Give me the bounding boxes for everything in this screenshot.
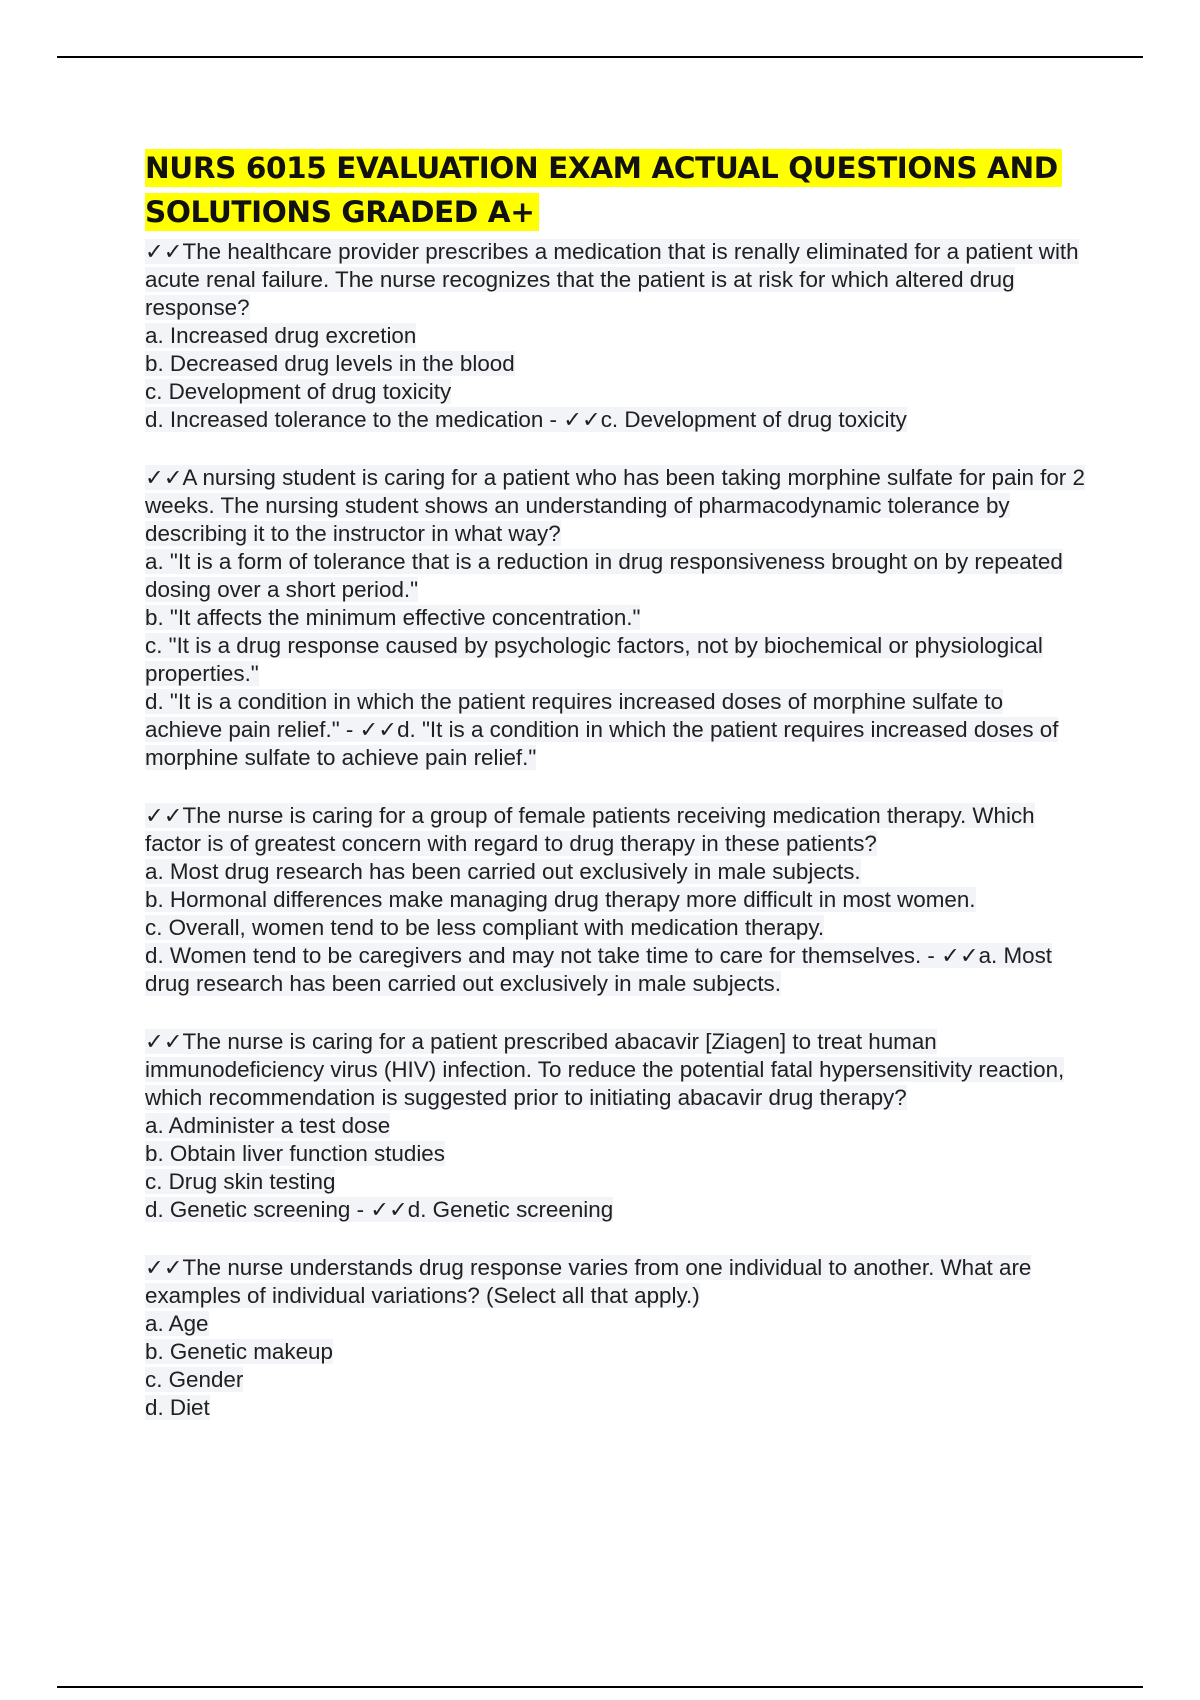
- question-stem: [145, 238, 1085, 322]
- answer-option: [145, 1168, 1085, 1196]
- document-title: [145, 146, 1085, 234]
- answer-option-text: c. "It is a drug response caused by psychologic factors, not by biochemical or physiological properties.": [145, 633, 1043, 686]
- answer-option: [145, 350, 1085, 378]
- answer-option: [145, 886, 1085, 914]
- answer-option-with-solution: [145, 688, 1085, 772]
- document-body: [145, 146, 1085, 1422]
- answer-option-text: b. Obtain liver function studies: [145, 1141, 445, 1166]
- answer-option-text: a. Age: [145, 1311, 209, 1336]
- answer-option-text: b. Genetic makeup: [145, 1339, 333, 1364]
- question-stem-text: ✓✓The nurse is caring for a patient prescribed abacavir [Ziagen] to treat human immunodeficiency virus (HIV) infection. To reduce the potential fatal hypersensitivity reaction, which recommendation is suggested prior to initiating abacavir drug therapy?: [145, 1029, 1065, 1110]
- answer-option-text: d. Diet: [145, 1395, 210, 1420]
- question-stem: [145, 802, 1085, 858]
- answer-option-text: b. Hormonal differences make managing drug therapy more difficult in most women.: [145, 887, 976, 912]
- question-stem: [145, 1254, 1085, 1310]
- answer-option-text: b. Decreased drug levels in the blood: [145, 351, 515, 376]
- question-stem-text: ✓✓The healthcare provider prescribes a medication that is renally eliminated for a patient with acute renal failure. The nurse recognizes that the patient is at risk for which altered drug response?: [145, 239, 1079, 320]
- answer-option-text: d. Increased tolerance to the medication - ✓✓c. Development of drug toxicity: [145, 407, 907, 432]
- answer-option-with-solution: [145, 1196, 1085, 1224]
- answer-option: [145, 1112, 1085, 1140]
- answer-option-text: c. Overall, women tend to be less compliant with medication therapy.: [145, 915, 825, 940]
- answer-option: [145, 1394, 1085, 1422]
- question-4: [145, 1028, 1085, 1224]
- answer-option-text: d. Women tend to be caregivers and may not take time to care for themselves. - ✓✓a. Most drug research has been carried out exclusively in male subjects.: [145, 943, 1053, 996]
- question-2: [145, 464, 1085, 772]
- answer-option: [145, 322, 1085, 350]
- answer-option: [145, 858, 1085, 886]
- answer-option-text: a. Increased drug excretion: [145, 323, 417, 348]
- document-title-text: NURS 6015 EVALUATION EXAM ACTUAL QUESTIONS AND SOLUTIONS GRADED A+: [145, 149, 1062, 231]
- question-stem-text: ✓✓The nurse is caring for a group of female patients receiving medication therapy. Which factor is of greatest concern with regard to drug therapy in these patients?: [145, 803, 1035, 856]
- question-3: [145, 802, 1085, 998]
- answer-option: [145, 378, 1085, 406]
- footer-rule: [57, 1686, 1143, 1688]
- answer-option-with-solution: [145, 942, 1085, 998]
- answer-option-text: a. Most drug research has been carried out exclusively in male subjects.: [145, 859, 861, 884]
- answer-option: [145, 1338, 1085, 1366]
- answer-option: [145, 632, 1085, 688]
- answer-option: [145, 548, 1085, 604]
- answer-option-text: c. Gender: [145, 1367, 244, 1392]
- answer-option-text: d. "It is a condition in which the patient requires increased doses of morphine sulfate to achieve pain relief." - ✓✓d. "It is a condition in which the patient requires increased doses of morphine sulfate to achieve pain relief.": [145, 689, 1059, 770]
- answer-option-text: c. Drug skin testing: [145, 1169, 336, 1194]
- answer-option-text: a. Administer a test dose: [145, 1113, 391, 1138]
- answer-option-text: b. "It affects the minimum effective concentration.": [145, 605, 641, 630]
- header-rule: [57, 56, 1143, 58]
- answer-option: [145, 1366, 1085, 1394]
- answer-option: [145, 914, 1085, 942]
- question-1: [145, 238, 1085, 434]
- answer-option: [145, 604, 1085, 632]
- question-stem-text: ✓✓A nursing student is caring for a patient who has been taking morphine sulfate for pain for 2 weeks. The nursing student shows an understanding of pharmacodynamic tolerance by describing it to the instructor in what way?: [145, 465, 1085, 546]
- question-stem-text: ✓✓The nurse understands drug response varies from one individual to another. What are examples of individual variations? (Select all that apply.): [145, 1255, 1032, 1308]
- answer-option: [145, 1310, 1085, 1338]
- answer-option-text: a. "It is a form of tolerance that is a reduction in drug responsiveness brought on by repeated dosing over a short period.": [145, 549, 1063, 602]
- answer-option-text: d. Genetic screening - ✓✓d. Genetic screening: [145, 1197, 614, 1222]
- answer-option: [145, 1140, 1085, 1168]
- question-5: [145, 1254, 1085, 1422]
- answer-option-text: c. Development of drug toxicity: [145, 379, 452, 404]
- question-stem: [145, 464, 1085, 548]
- question-stem: [145, 1028, 1085, 1112]
- answer-option-with-solution: [145, 406, 1085, 434]
